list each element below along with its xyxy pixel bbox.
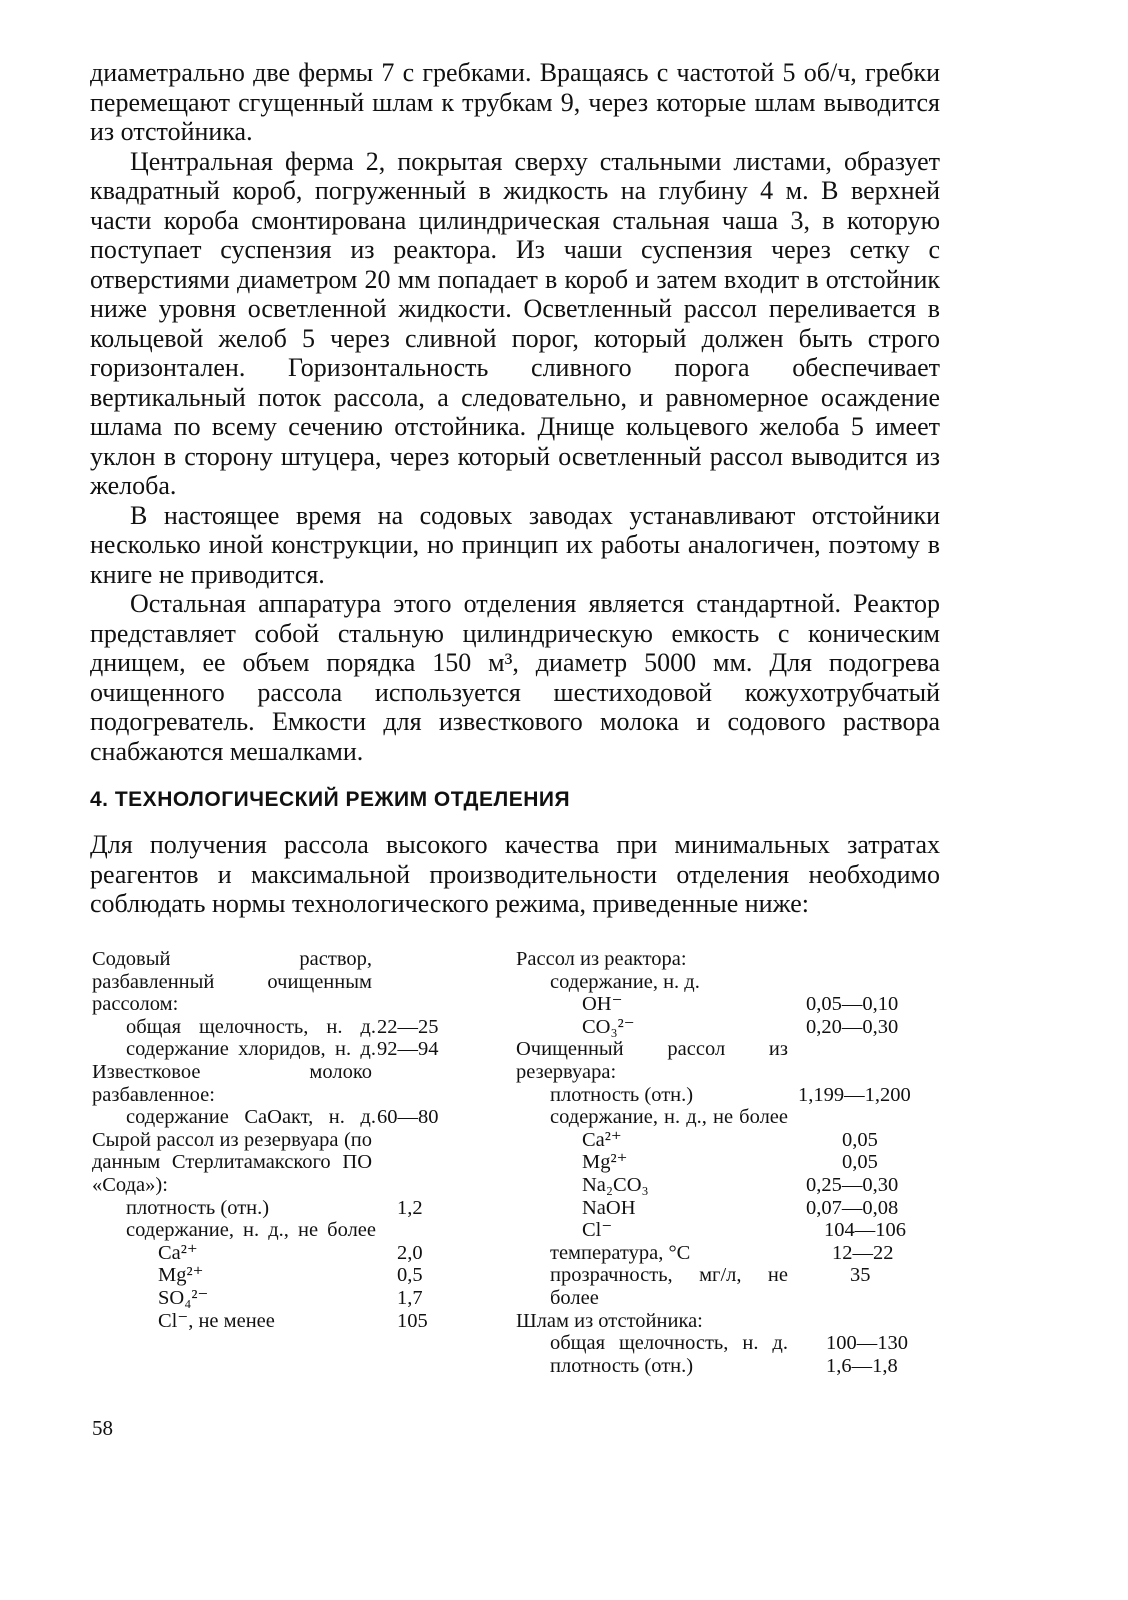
table-row bbox=[92, 1061, 462, 1106]
row-value: 1,199—1,200 bbox=[798, 1083, 911, 1106]
row-label: Очищенный рассол из резервуара: bbox=[516, 1038, 788, 1083]
table-row bbox=[516, 1038, 956, 1083]
row-label: Содовый раствор, разбавленный очищенным рассолом: bbox=[92, 948, 372, 1016]
table-row bbox=[516, 1219, 956, 1242]
row-value: 1,6—1,8 bbox=[826, 1354, 898, 1377]
row-label: Известковое молоко разбавленное: bbox=[92, 1060, 372, 1106]
table-row bbox=[516, 1174, 956, 1197]
table-row bbox=[516, 1242, 956, 1265]
row-value: 35 bbox=[850, 1264, 871, 1287]
row-value: 22—25 bbox=[377, 1015, 439, 1038]
row-value: 1,7 bbox=[397, 1286, 423, 1309]
table-row bbox=[516, 1151, 956, 1174]
table-row bbox=[516, 1355, 956, 1378]
row-value: 1,2 bbox=[397, 1196, 423, 1219]
paragraph-4: Остальная аппаратура этого отделения является стандартной. Реактор представляет собой стальную цилиндрическую емкость с коническим днищем, ее объем порядка 150 м³, диаметр 5000 мм. Для подогрева очищенного рассола используется шестиходовой кожухотрубчатый подогреватель. Емкости для известкового молока и содового раствора снабжаются мешалками. bbox=[90, 589, 940, 766]
row-value: 0,05—0,10 bbox=[806, 993, 899, 1016]
table-row bbox=[516, 1106, 956, 1129]
intro-paragraph: Для получения рассола высокого качества при минимальных затратах реагентов и максимальной производительности отделения необходимо соблюдать нормы технологического режима, приведенные ниже: bbox=[90, 830, 940, 918]
table-row bbox=[92, 1242, 462, 1265]
table-row bbox=[516, 1129, 956, 1152]
row-value: 92—94 bbox=[377, 1038, 439, 1061]
row-label: Mg²⁺ bbox=[158, 1264, 204, 1287]
row-label: NaOH bbox=[582, 1196, 636, 1219]
table-row bbox=[92, 948, 462, 1016]
row-label: Сырой рассол из резервуара (по данным Стерлитамакского ПО «Сода»): bbox=[92, 1128, 372, 1196]
paragraph-1: диаметрально две фермы 7 с гребками. Вращаясь с частотой 5 об/ч, гребки перемещают сгущенный шлам к трубкам 9, через которые шлам выводится из отстойника. bbox=[90, 58, 940, 146]
row-label: Mg²⁺ bbox=[582, 1151, 628, 1174]
row-label: плотность (отн.) bbox=[550, 1354, 694, 1377]
row-label: OH⁻ bbox=[582, 993, 623, 1016]
table-row bbox=[516, 971, 956, 994]
row-label: плотность (отн.) bbox=[550, 1083, 694, 1106]
row-label: содержание, н. д., не более bbox=[550, 1106, 788, 1129]
left-column bbox=[92, 948, 462, 1332]
paragraph-3: В настоящее время на содовых заводах устанавливают отстойники несколько иной конструкции, но принцип их работы аналогичен, поэтому в книге не приводится. bbox=[90, 500, 940, 589]
table-row bbox=[92, 1287, 462, 1310]
row-label: Ca²⁺ bbox=[158, 1241, 198, 1264]
row-value: 100—130 bbox=[826, 1332, 908, 1355]
table-row bbox=[516, 1264, 956, 1309]
row-value: 0,25—0,30 bbox=[806, 1173, 899, 1196]
row-value: 104—106 bbox=[824, 1219, 906, 1242]
row-label: содержание хлоридов, н. д. bbox=[126, 1038, 376, 1061]
row-value: 12—22 bbox=[832, 1241, 894, 1264]
row-label: температура, °C bbox=[550, 1241, 691, 1264]
row-value: 0,05 bbox=[842, 1128, 878, 1151]
table-row bbox=[92, 1016, 462, 1039]
row-label: Cl⁻ bbox=[582, 1219, 613, 1242]
row-value: 0,20—0,30 bbox=[806, 1015, 899, 1038]
row-value: 60—80 bbox=[377, 1106, 439, 1129]
row-value: 105 bbox=[397, 1309, 428, 1332]
row-label: прозрачность, мг/л, не более bbox=[550, 1264, 788, 1309]
row-label: содержание, н. д., не более bbox=[126, 1219, 376, 1242]
row-value: 2,0 bbox=[397, 1241, 423, 1264]
row-value: 0,07—0,08 bbox=[806, 1196, 899, 1219]
right-column bbox=[516, 948, 956, 1377]
table-row bbox=[516, 1332, 956, 1355]
page-body bbox=[90, 58, 940, 919]
row-label: плотность (отн.) bbox=[126, 1196, 270, 1219]
row-label: Шлам из отстойника: bbox=[516, 1309, 703, 1332]
row-value: 0,5 bbox=[397, 1264, 423, 1287]
paragraph-2: Центральная ферма 2, покрытая сверху стальными листами, образует квадратный короб, погруженный в жидкость на глубину 4 м. В верхней части короба смонтирована цилиндрическая стальная чаша 3, в которую поступает суспензия из реактора. Из чаши суспензия через сетку с отверстиями диаметром 20 мм попадает в короб и затем входит в отстойник ниже уровня осветленной жидкости. Осветленный рассол переливается в кольцевой желоб 5 через сливной порог, который должен быть строго горизонтален. Горизонтальность сливного порога обеспечивает вертикальный поток рассола, а следовательно, и равномерное осаждение шлама по всему сечению отстойника. Днище кольцевого желоба 5 имеет уклон в сторону штуцера, через который осветленный рассол выводится из желоба. bbox=[90, 146, 940, 500]
row-label: Рассол из реактора: bbox=[516, 948, 687, 970]
section-heading: 4. ТЕХНОЛОГИЧЕСКИЙ РЕЖИМ ОТДЕЛЕНИЯ bbox=[90, 788, 571, 811]
table-row bbox=[516, 1310, 956, 1333]
page-number: 58 bbox=[92, 1416, 113, 1440]
table-row bbox=[516, 993, 956, 1016]
table-row bbox=[92, 1264, 462, 1287]
row-value: 0,05 bbox=[842, 1151, 878, 1174]
row-label: SO₄²⁻ bbox=[158, 1286, 209, 1309]
table-row bbox=[516, 1197, 956, 1220]
table-row bbox=[92, 1038, 462, 1061]
table-row bbox=[92, 1106, 462, 1129]
row-label: Na₂CO₃ bbox=[582, 1173, 649, 1196]
row-label: Ca²⁺ bbox=[582, 1128, 622, 1151]
row-label: Cl⁻, не менее bbox=[158, 1309, 275, 1332]
row-label: CO₃²⁻ bbox=[582, 1015, 635, 1038]
row-label: общая щелочность, н. д. bbox=[126, 1015, 376, 1038]
row-label: общая щелочность, н. д. bbox=[550, 1332, 788, 1355]
table-row bbox=[516, 1016, 956, 1039]
row-label: содержание, н. д. bbox=[550, 970, 700, 993]
table-row bbox=[516, 1084, 956, 1107]
table-row bbox=[92, 1219, 462, 1242]
table-row bbox=[92, 1129, 462, 1197]
table-row bbox=[516, 948, 956, 971]
table-row bbox=[92, 1310, 462, 1333]
table-row bbox=[92, 1197, 462, 1220]
row-label: содержание CaOакт, н. д. bbox=[126, 1106, 376, 1129]
parameters-table bbox=[92, 948, 952, 1468]
